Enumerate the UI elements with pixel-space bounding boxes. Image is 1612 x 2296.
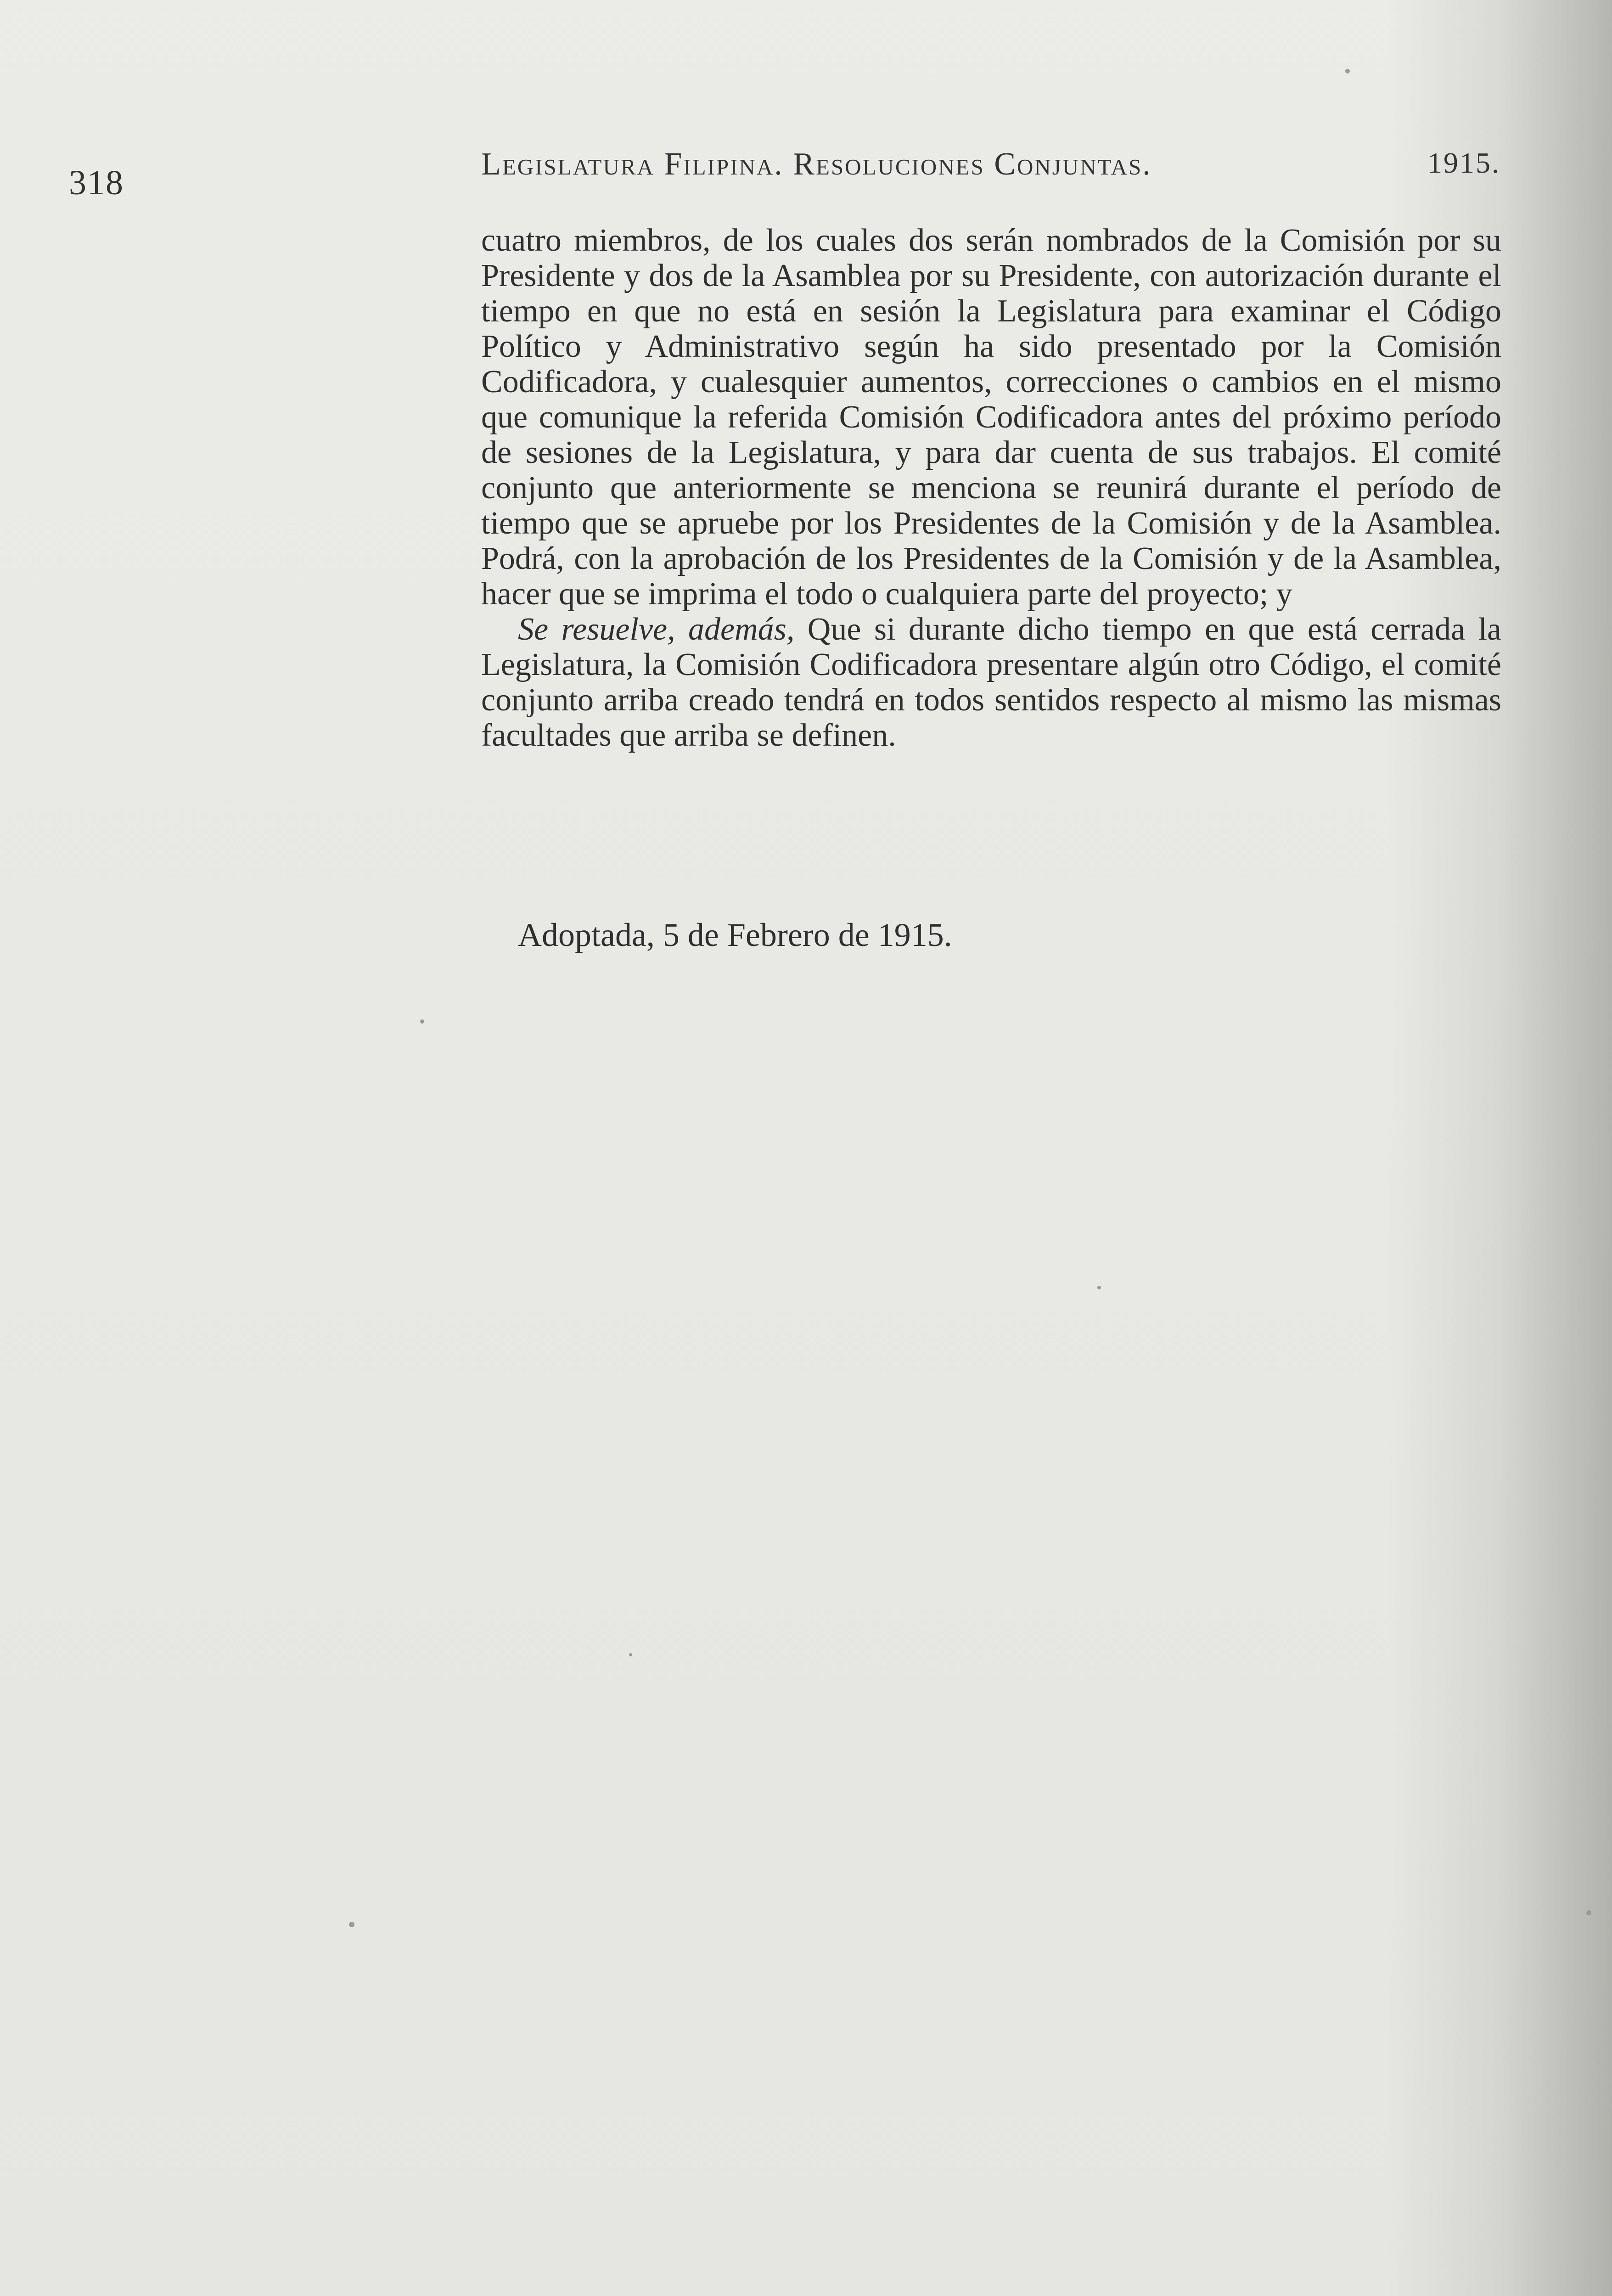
paper-speck (349, 1922, 354, 1927)
paper-speck (420, 1019, 424, 1024)
resolve-text: Que si durante dicho tiempo en que está cerrada la Legislatura, la Comisión Codificadora presentare algún otro Código, el comité conjunto arriba creado tendrá en todos sentidos respecto al mismo las mismas facultades que arriba se definen. (481, 612, 1501, 753)
running-head (481, 146, 1500, 183)
running-head-title: Legislatura Filipina. Resoluciones Conjuntas. (481, 146, 1152, 182)
adoption-date-line: Adoptada, 5 de Febrero de 1915. (518, 917, 952, 953)
paper-speck (1097, 1286, 1101, 1289)
page-number: 318 (69, 163, 124, 202)
running-head-year: 1915. (1427, 146, 1500, 179)
body-paragraph-2 (481, 612, 1501, 753)
resolve-lead: Se resuelve, además, (518, 612, 795, 647)
paper-speck (1586, 1910, 1591, 1915)
body-text (481, 223, 1501, 753)
paper-speck (629, 1653, 632, 1656)
body-paragraph-1: cuatro miembros, de los cuales dos serán nombrados de la Comisión por su Presidente y dos de la Asamblea por su Presidente, con autorización durante el tiempo en que no está en sesión la Legislatura para examinar el Código Político y Administrativo según ha sido presentado por la Comisión Codificadora, y cualesquier aumentos, correcciones o cambios en el mismo que comunique la referida Comisión Codificadora antes del próximo período de sesiones de la Legislatura, y para dar cuenta de sus trabajos. El comité conjunto que anteriormente se menciona se reunirá durante el período de tiempo que se apruebe por los Presidentes de la Comisión y de la Asamblea. Podrá, con la aprobación de los Presidentes de la Comisión y de la Asamblea, hacer que se imprima el todo o cualquiera parte del proyecto; y (481, 223, 1501, 612)
paper-speck (1345, 69, 1350, 73)
